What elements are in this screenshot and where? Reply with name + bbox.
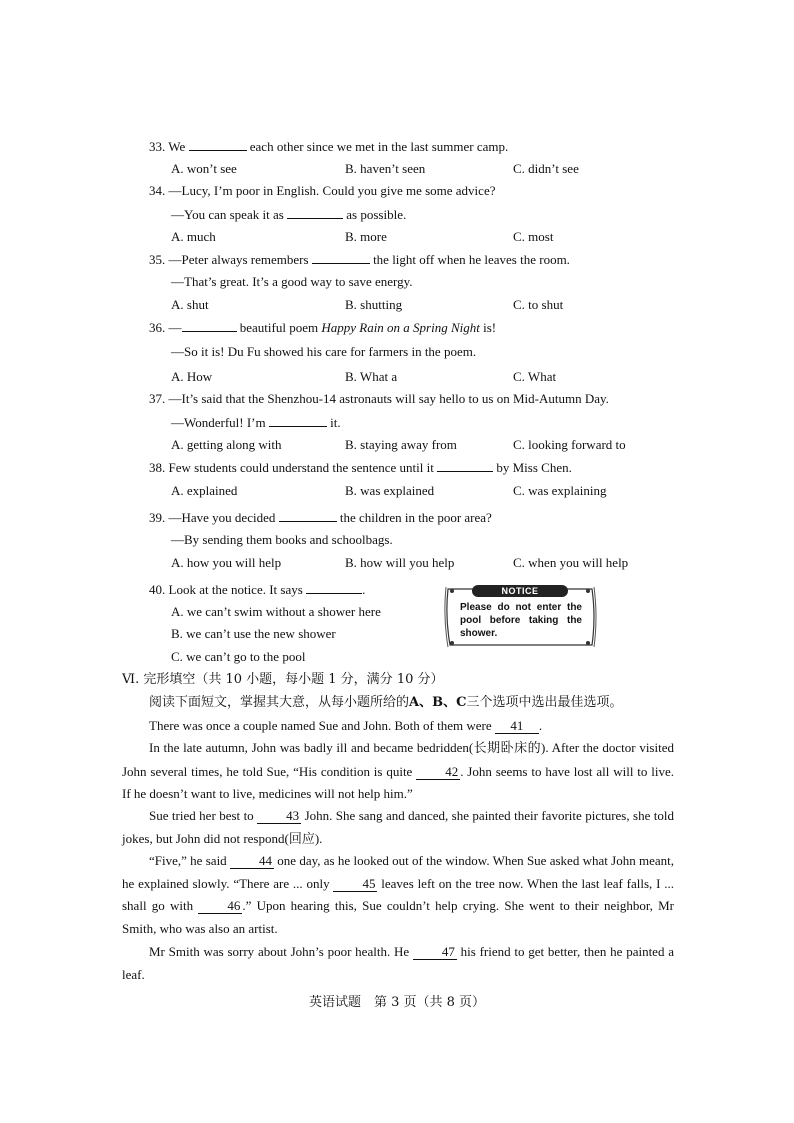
section-instruction: 阅读下面短文，掌握其大意，从每小题所给的A、B、C三个选项中选出最佳选项。 [149, 695, 623, 710]
passage-paragraph-1: There was once a couple named Sue and John. Both of them were 41 . [149, 718, 543, 733]
option-a: A. explained [171, 483, 238, 498]
blank-44: 44 [230, 854, 274, 869]
option-b: B. haven’t seen [345, 161, 426, 176]
passage-paragraph-5: Mr Smith was sorry about John’s poor health. He 47 his friend to get better, then he painted a leaf. [122, 944, 674, 982]
poem-title: Happy Rain on a Spring Night [321, 320, 480, 335]
question-34-reply: —You can speak it as as possible. [171, 207, 407, 222]
option-b: B. was explained [345, 483, 435, 498]
notice-title: NOTICE [472, 585, 568, 597]
question-34: 34. —Lucy, I’m poor in English. Could you give me some advice? [149, 183, 496, 198]
option-c: C. we can’t go to the pool [171, 649, 306, 664]
question-37: 37. —It’s said that the Shenzhou-14 astronauts will say hello to us on Mid-Autumn Day. [149, 391, 609, 406]
answer-blank [279, 509, 337, 522]
notice-text: Please do not enter the pool before taking the shower. [460, 602, 582, 639]
page-footer: 英语试题 第 3 页（共 8 页） [308, 995, 486, 1010]
option-c: C. most [513, 229, 554, 244]
passage-paragraph-3: Sue tried her best to 43 John. She sang and danced, she painted their favorite pictures, she told jokes, but John did not respond(回应). [122, 808, 675, 847]
option-a: A. How [171, 369, 213, 384]
question-40: 40. Look at the notice. It says . [149, 582, 366, 597]
blank-42: 42 [416, 765, 460, 780]
passage-paragraph-2: In the late autumn, John was badly ill and became bedridden(长期卧床的). After the doctor visited John several times, he told Sue, “His condition is quite 42 . John seems to have lost all will to live. If he doesn’t want to live, medicines will not help him.” [122, 740, 674, 802]
answer-blank [287, 206, 343, 219]
option-a: A. shut [171, 297, 209, 312]
question-38: 38. Few students could understand the sentence until it by Miss Chen. [149, 460, 572, 475]
answer-blank [189, 138, 247, 151]
answer-blank [437, 459, 493, 472]
question-37-reply: —Wonderful! I’m it. [171, 415, 341, 430]
section-heading: Ⅵ. 完形填空（共 10 小题，每小题 1 分，满分 10 分） [122, 672, 444, 687]
option-c: C. What [513, 369, 557, 384]
option-b: B. more [345, 229, 387, 244]
option-a: A. won’t see [171, 161, 237, 176]
option-a: A. we can’t swim without a shower here [171, 604, 381, 619]
question-36-reply: —So it is! Du Fu showed his care for farmers in the poem. [171, 344, 477, 359]
blank-45: 45 [333, 877, 377, 892]
option-c: C. was explaining [513, 483, 607, 498]
passage-paragraph-4: “Five,” he said 44 one day, as he looked out of the window. When Sue asked what John meant, he explained slowly. “There are ... only 45 leaves left on the tree now. When the last leaf falls, I ... shall go with 46 .” Upon hearing this, Sue couldn’t help crying. She went to their neighbor, Mr Smith, who was also an artist. [122, 853, 675, 937]
option-a: A. much [171, 229, 216, 244]
notice-sign [442, 583, 598, 651]
blank-47: 47 [413, 945, 457, 960]
option-b: B. shutting [345, 297, 403, 312]
question-39-reply: —By sending them books and schoolbags. [171, 532, 393, 547]
question-33: 33. We each other since we met in the last summer camp. [149, 139, 509, 154]
question-39: 39. —Have you decided the children in the poor area? [149, 510, 492, 525]
option-b: B. What a [345, 369, 398, 384]
option-a: A. how you will help [171, 555, 282, 570]
option-c: C. when you will help [513, 555, 629, 570]
answer-blank [182, 319, 237, 332]
option-b: B. we can’t use the new shower [171, 626, 336, 641]
blank-46: 46 [198, 899, 242, 914]
answer-blank [269, 414, 327, 427]
blank-41: 41 [495, 719, 539, 734]
option-c: C. didn’t see [513, 161, 579, 176]
answer-blank [306, 581, 362, 594]
option-c: C. to shut [513, 297, 564, 312]
question-35-reply: —That’s great. It’s a good way to save energy. [171, 274, 413, 289]
question-35: 35. —Peter always remembers the light off when he leaves the room. [149, 252, 570, 267]
option-a: A. getting along with [171, 437, 282, 452]
option-b: B. how will you help [345, 555, 455, 570]
question-36: 36. — beautiful poem Happy Rain on a Spring Night is! [149, 320, 497, 335]
option-b: B. staying away from [345, 437, 457, 452]
blank-43: 43 [257, 809, 301, 824]
option-c: C. looking forward to [513, 437, 626, 452]
answer-blank [312, 251, 370, 264]
